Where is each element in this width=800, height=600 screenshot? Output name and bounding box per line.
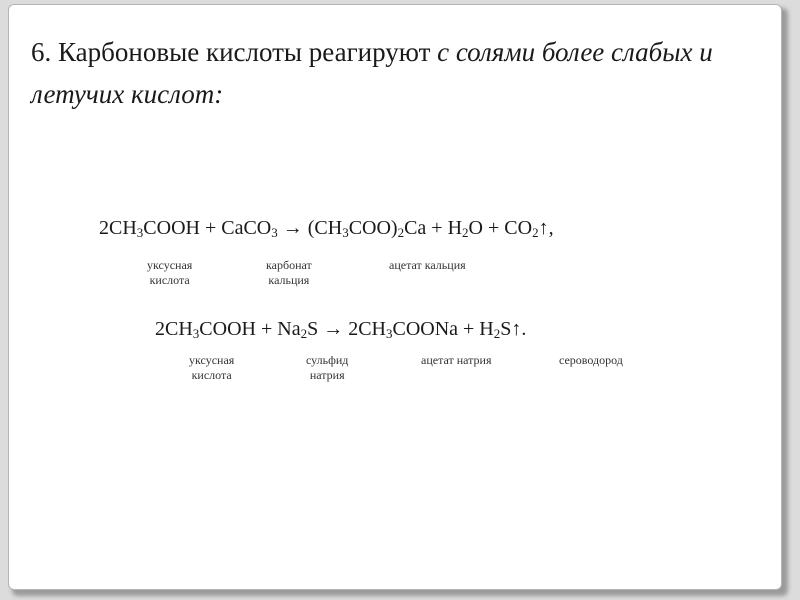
reaction-1-label-calcium-carbonate — [266, 258, 312, 288]
reaction-2-label-sodium-acetate — [421, 353, 492, 368]
label-line: сульфид — [306, 353, 349, 367]
label-line: уксусная — [147, 258, 193, 272]
title-italic-text: с солями более слабых и летучих кислот: — [31, 37, 713, 109]
eq-part: COOH + CaCO — [143, 217, 272, 239]
eq-subscript: 2 — [300, 326, 308, 341]
eq-subscript: 2 — [462, 225, 469, 240]
label-line: карбонат — [266, 258, 312, 272]
eq-part: O + CO — [468, 217, 533, 239]
label-line: кислота — [191, 368, 232, 382]
reaction-1-label-calcium-acetate — [389, 258, 466, 273]
eq-part: COO) — [348, 217, 398, 239]
label-line: ацетат кальция — [389, 258, 466, 272]
slide — [8, 4, 782, 590]
eq-subscript: 3 — [136, 225, 144, 240]
eq-part: ↑, — [538, 217, 554, 239]
label-line: сероводород — [559, 353, 623, 367]
eq-part: COONa + H — [392, 318, 494, 340]
eq-subscript: 2 — [532, 225, 539, 240]
slide-title — [31, 31, 751, 115]
eq-subscript: 3 — [385, 326, 393, 341]
eq-part: Ca + H — [404, 217, 463, 239]
reaction-2-equation — [155, 318, 526, 341]
label-line: уксусная — [189, 353, 235, 367]
eq-part: → (CH — [277, 217, 343, 239]
reaction-2-label-sodium-sulfide — [306, 353, 348, 383]
eq-part: S↑. — [500, 318, 527, 340]
eq-subscript: 2 — [493, 326, 501, 341]
eq-part: COOH + Na — [199, 318, 301, 340]
reaction-1-equation — [99, 217, 554, 240]
reaction-2-label-acetic-acid — [189, 353, 234, 383]
eq-subscript: 2 — [397, 225, 405, 240]
eq-subscript: 3 — [342, 225, 349, 240]
label-line: кальция — [268, 273, 310, 287]
eq-subscript: 3 — [271, 225, 278, 240]
eq-subscript: 3 — [192, 326, 200, 341]
reaction-1-label-acetic-acid — [147, 258, 192, 288]
title-text: 6. Карбоновые кислоты реагируют — [31, 37, 438, 67]
label-line: ацетат натрия — [421, 353, 492, 367]
label-line: натрия — [309, 368, 345, 382]
eq-part: 2CH — [155, 318, 193, 340]
label-line: кислота — [149, 273, 190, 287]
reaction-2-label-hydrogen-sulfide — [559, 353, 623, 368]
eq-part: S → 2CH — [307, 318, 386, 340]
eq-part: 2CH — [99, 217, 137, 239]
